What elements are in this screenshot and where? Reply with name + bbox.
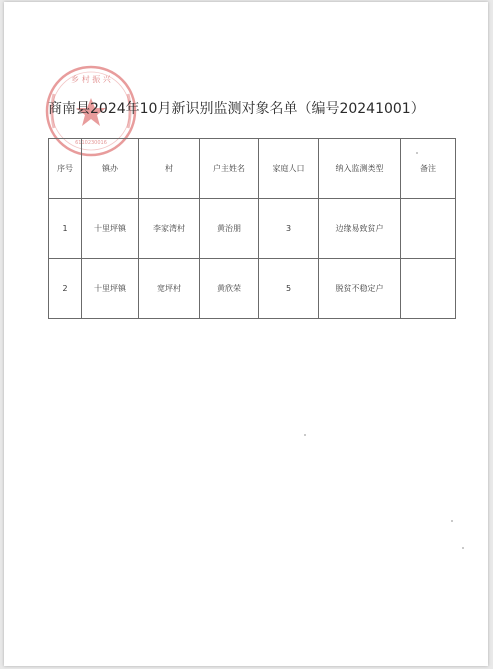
cell-householder: 黄欣荣 xyxy=(200,259,259,319)
cell-remarks xyxy=(401,259,456,319)
cell-family-size: 5 xyxy=(259,259,319,319)
header-town: 镇办 xyxy=(82,139,139,199)
scan-speck xyxy=(416,152,418,154)
table-header-row xyxy=(49,139,456,199)
cell-remarks xyxy=(401,199,456,259)
cell-monitor-type: 边缘易致贫户 xyxy=(319,199,401,259)
header-householder: 户主姓名 xyxy=(200,139,259,199)
cell-index: 2 xyxy=(49,259,82,319)
header-family-size: 家庭人口 xyxy=(259,139,319,199)
monitoring-list-table xyxy=(48,138,456,319)
cell-monitor-type: 脱贫不稳定户 xyxy=(319,259,401,319)
header-remarks: 备注 xyxy=(401,139,456,199)
svg-text:6110230016: 6110230016 xyxy=(75,140,107,146)
table-row xyxy=(49,199,456,259)
cell-householder: 黄治朋 xyxy=(200,199,259,259)
scan-speck xyxy=(462,547,464,549)
table-row xyxy=(49,259,456,319)
scan-speck xyxy=(304,434,306,436)
cell-town: 十里坪镇 xyxy=(82,259,139,319)
cell-town: 十里坪镇 xyxy=(82,199,139,259)
cell-index: 1 xyxy=(49,199,82,259)
document-page xyxy=(4,2,488,666)
cell-family-size: 3 xyxy=(259,199,319,259)
svg-text:乡 村 振 兴: 乡 村 振 兴 xyxy=(71,75,111,84)
scan-speck xyxy=(451,520,453,522)
header-monitor-type: 纳入监测类型 xyxy=(319,139,401,199)
document-title: 商南县2024年10月新识别监测对象名单（编号20241001） xyxy=(48,101,425,117)
header-village: 村 xyxy=(139,139,200,199)
cell-village: 宽坪村 xyxy=(139,259,200,319)
header-index: 序号 xyxy=(49,139,82,199)
cell-village: 李家湾村 xyxy=(139,199,200,259)
